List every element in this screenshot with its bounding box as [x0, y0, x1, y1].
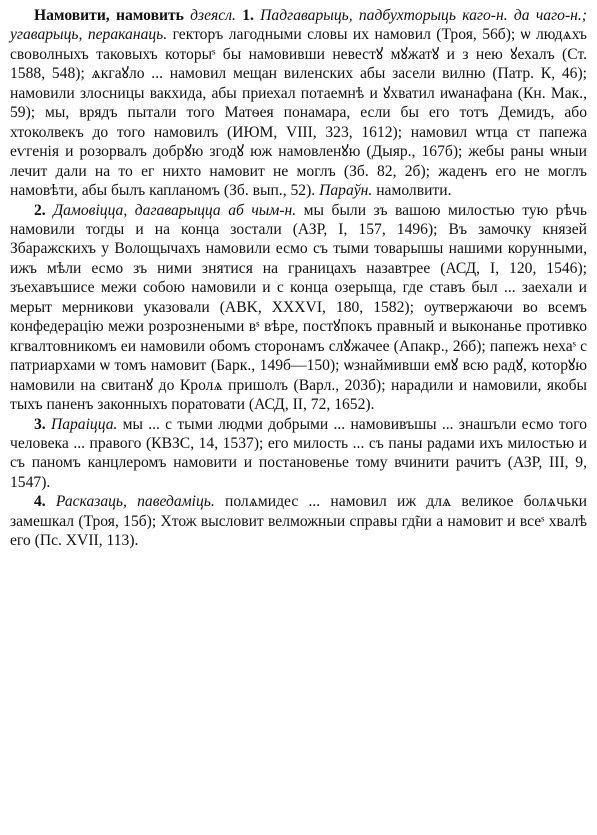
sense-1-number: 1. [242, 7, 254, 24]
sense-2-citations: мы были зъ вашою милостью тую рѣчь намовили тогды и на конца зостали (АЗР, I, 157, 1496); Въ замочку князей Збаражскихъ у Волощычахъ намовили есмо съ тыми товарышы нашими корунными, ижъ мѣли есмо зъ ними знятися на границахъ назавтрее (АСД, I, 120, 1546); зъехавъшисе межи собою намовили и с конца озерыща, где ставъ был ... заехали и мерыт мерникови указовали (ABK, XXXVI, 180, 1582); оутвержаючи во всемъ конфедерацію межи розрознеными вˢ вѣре, постꙋпокъ правный и выконанье противко кгвалтовникомъ еи намовили обомъ сторонамъ слꙋжачее (Апакр., 26б); папежъ нехаˢ с патриархами ѡ томъ намовит (Барк., 149б—150); ѡзнаймивши емꙋ всю радꙋ, которꙋю намовили на свитанꙋ до Кролѧ пришолъ (Варл., 203б); нарадили и намовили, якобы тыхъ паненъ законныхъ поратовати (АСД, II, 72, 1652). [10, 201, 587, 414]
sense-2-gloss: Дамовіцца, дагаварыцца аб чым-н. [45, 201, 297, 219]
sense-1-compare-word: намолвити. [372, 182, 452, 200]
sense-1-paragraph [10, 6, 587, 201]
sense-4-number: 4. [34, 493, 46, 511]
sense-1-citations: гекторъ лагодными словы их намовил (Троя, 56б); ѡ людѧхъ своволныхъ таковыхъ которыˢ бы намовивши невестꙋ мꙋжатꙋ и з нею ꙋехалъ (Ст. 1588, 548); ѧкгаꙋло ... намовил мещан виленских абы засели вилню (Патр. К, 46); намовили злосницы вакхида, абы приехал потаемнѣ и ꙋхватил иѡанафана (Кн. Мак., 59); мы, врядъ пытали того Матѳея понамара, если бы его тотъ Демидъ, або хтоколвекъ до того намовилъ (ИЮМ, VIII, 323, 1612); намовил ѡтца ст папежа еѵгенія и розорвалъ добрꙋю згодꙋ юж намовленꙋю (Дыяр., 167б); жебы раны ѡныи лечит дали на то ег нихто намовит не моглъ (Зб. 82, 2б); жаденъ его не моглъ намовѣти, абы былъ капланомъ (Зб. вып., 52). [10, 26, 587, 200]
sense-2-number: 2. [34, 201, 46, 219]
sense-1-compare-label: Параўн. [315, 182, 373, 200]
sense-4-paragraph [10, 492, 587, 550]
sense-3-gloss: Параіцца. [45, 415, 118, 433]
headword: Намовити, намовить [34, 7, 184, 24]
sense-2-paragraph [10, 201, 587, 415]
part-of-speech: дзеясл. [183, 7, 243, 24]
sense-3-citations: мы ... с тыми людми добрыми ... намовивъшы ... знашъли есмо того человека ... правого (КВЗС, 14, 1537); его милость ... съ паны радами ихъ милостью и съ паномъ канцлеромъ намовити и постановенье тому вчинити рачитъ (АЗР, III, 9, 1547). [10, 415, 587, 491]
sense-1-gloss: Падгаварыць, падбухторыць каго-н. да чаго-н.; угаварыць, пераканаць. [10, 7, 587, 44]
sense-4-gloss: Расказаць, паведаміць. [45, 493, 215, 511]
sense-4-citations: полѧмидес ... намовил иж длѧ великое болѧчьки замешкал (Троя, 15б); Хтож высловит велможныи справы гд̃ни а намовит и всеˢ хвалѣ его (Пс. XVII, 113). [10, 493, 587, 550]
sense-3-paragraph [10, 415, 587, 493]
sense-3-number: 3. [34, 415, 46, 433]
